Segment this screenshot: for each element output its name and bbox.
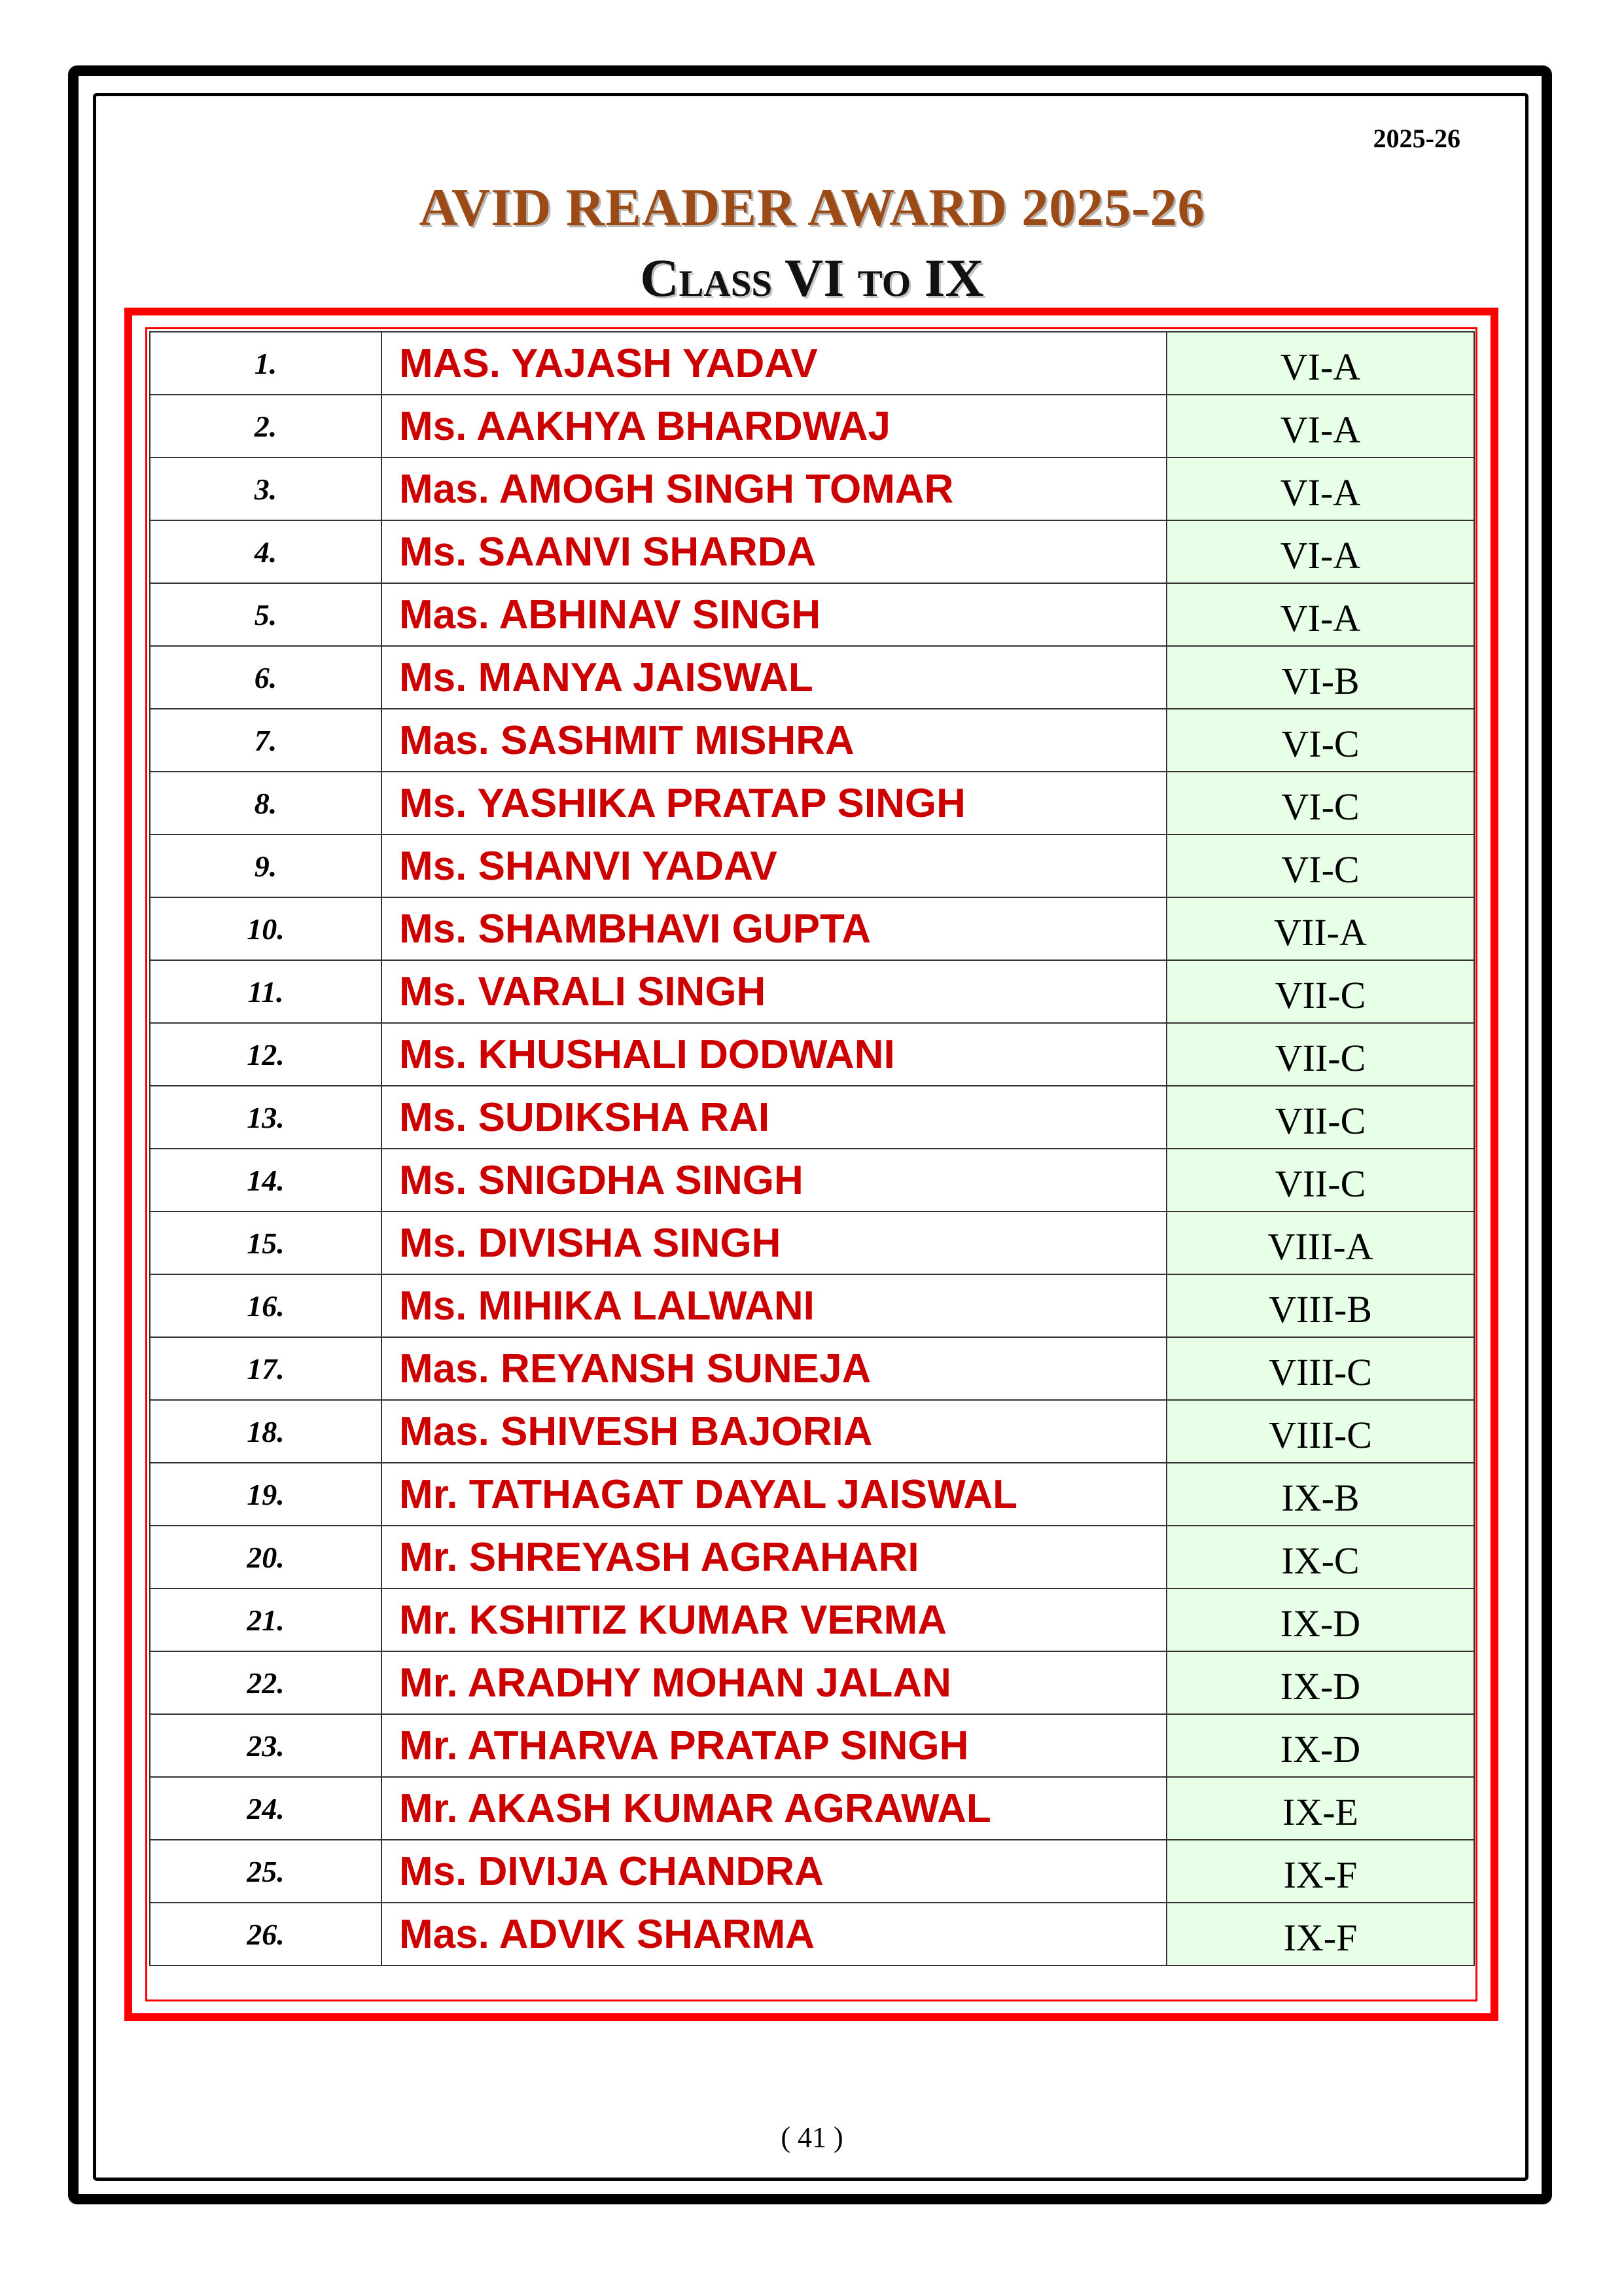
student-name-cell: Ms. KHUSHALI DODWANI xyxy=(381,1023,1167,1086)
table-row xyxy=(150,1903,1474,1965)
serial-number-cell: 25. xyxy=(150,1840,381,1903)
class-section-cell: VI-C xyxy=(1167,834,1474,897)
table-row xyxy=(150,1337,1474,1400)
award-table-frame xyxy=(124,308,1498,2021)
student-name-cell: Ms. SHAMBHAVI GUPTA xyxy=(381,897,1167,960)
serial-number-cell: 7. xyxy=(150,709,381,772)
class-section-cell: VIII-C xyxy=(1167,1400,1474,1463)
student-name-cell: Mr. ATHARVA PRATAP SINGH xyxy=(381,1714,1167,1777)
table-row xyxy=(150,1274,1474,1337)
class-section-cell: IX-C xyxy=(1167,1526,1474,1588)
serial-number-cell: 5. xyxy=(150,583,381,646)
table-row xyxy=(150,1463,1474,1526)
serial-number-cell: 22. xyxy=(150,1651,381,1714)
student-name-cell: Ms. AAKHYA BHARDWAJ xyxy=(381,395,1167,457)
student-name-cell: Mas. AMOGH SINGH TOMAR xyxy=(381,457,1167,520)
serial-number-cell: 3. xyxy=(150,457,381,520)
table-row xyxy=(150,1023,1474,1086)
student-name-cell: Mr. KSHITIZ KUMAR VERMA xyxy=(381,1588,1167,1651)
table-row xyxy=(150,960,1474,1023)
class-section-cell: IX-D xyxy=(1167,1651,1474,1714)
table-row xyxy=(150,1651,1474,1714)
serial-number-cell: 16. xyxy=(150,1274,381,1337)
table-row xyxy=(150,1400,1474,1463)
student-name-cell: Ms. MANYA JAISWAL xyxy=(381,646,1167,709)
award-table xyxy=(149,331,1475,1966)
serial-number-cell: 26. xyxy=(150,1903,381,1965)
table-row xyxy=(150,709,1474,772)
serial-number-cell: 14. xyxy=(150,1149,381,1211)
table-row xyxy=(150,1526,1474,1588)
student-name-cell: Mr. TATHAGAT DAYAL JAISWAL xyxy=(381,1463,1167,1526)
student-name-cell: Mas. REYANSH SUNEJA xyxy=(381,1337,1167,1400)
student-name-cell: Ms. SNIGDHA SINGH xyxy=(381,1149,1167,1211)
student-name-cell: Mas. SHIVESH BAJORIA xyxy=(381,1400,1167,1463)
serial-number-cell: 10. xyxy=(150,897,381,960)
student-name-cell: Ms. SUDIKSHA RAI xyxy=(381,1086,1167,1149)
student-name-cell: Ms. YASHIKA PRATAP SINGH xyxy=(381,772,1167,834)
serial-number-cell: 13. xyxy=(150,1086,381,1149)
serial-number-cell: 19. xyxy=(150,1463,381,1526)
serial-number-cell: 23. xyxy=(150,1714,381,1777)
page-title: AVID READER AWARD 2025-26 xyxy=(419,177,1205,237)
class-section-cell: VII-C xyxy=(1167,1149,1474,1211)
table-row xyxy=(150,1777,1474,1840)
serial-number-cell: 9. xyxy=(150,834,381,897)
serial-number-cell: 18. xyxy=(150,1400,381,1463)
student-name-cell: MAS. YAJASH YADAV xyxy=(381,332,1167,395)
table-row xyxy=(150,1149,1474,1211)
class-section-cell: VI-A xyxy=(1167,457,1474,520)
table-row xyxy=(150,1588,1474,1651)
serial-number-cell: 11. xyxy=(150,960,381,1023)
student-name-cell: Mas. ABHINAV SINGH xyxy=(381,583,1167,646)
serial-number-cell: 4. xyxy=(150,520,381,583)
serial-number-cell: 1. xyxy=(150,332,381,395)
class-section-cell: VII-C xyxy=(1167,960,1474,1023)
page-number: ( 41 ) xyxy=(781,2121,843,2153)
serial-number-cell: 6. xyxy=(150,646,381,709)
student-name-cell: Mr. ARADHY MOHAN JALAN xyxy=(381,1651,1167,1714)
page-subtitle: Class VI to IX xyxy=(640,248,984,308)
serial-number-cell: 21. xyxy=(150,1588,381,1651)
class-section-cell: IX-F xyxy=(1167,1840,1474,1903)
serial-number-cell: 17. xyxy=(150,1337,381,1400)
table-row xyxy=(150,646,1474,709)
table-row xyxy=(150,520,1474,583)
student-name-cell: Ms. MIHIKA LALWANI xyxy=(381,1274,1167,1337)
table-row xyxy=(150,1714,1474,1777)
class-section-cell: IX-D xyxy=(1167,1714,1474,1777)
class-section-cell: IX-F xyxy=(1167,1903,1474,1965)
session-label: 2025-26 xyxy=(1373,124,1460,153)
serial-number-cell: 15. xyxy=(150,1211,381,1274)
table-row xyxy=(150,897,1474,960)
table-row xyxy=(150,395,1474,457)
student-name-cell: Ms. DIVISHA SINGH xyxy=(381,1211,1167,1274)
class-section-cell: VI-C xyxy=(1167,709,1474,772)
table-row xyxy=(150,834,1474,897)
serial-number-cell: 2. xyxy=(150,395,381,457)
table-row xyxy=(150,1086,1474,1149)
student-name-cell: Mr. AKASH KUMAR AGRAWAL xyxy=(381,1777,1167,1840)
table-row xyxy=(150,457,1474,520)
class-section-cell: VI-A xyxy=(1167,332,1474,395)
student-name-cell: Ms. SAANVI SHARDA xyxy=(381,520,1167,583)
student-name-cell: Mas. ADVIK SHARMA xyxy=(381,1903,1167,1965)
class-section-cell: IX-D xyxy=(1167,1588,1474,1651)
award-table-body xyxy=(150,332,1474,1965)
table-row xyxy=(150,1211,1474,1274)
class-section-cell: VIII-B xyxy=(1167,1274,1474,1337)
table-row xyxy=(150,583,1474,646)
student-name-cell: Ms. VARALI SINGH xyxy=(381,960,1167,1023)
class-section-cell: VI-A xyxy=(1167,395,1474,457)
class-section-cell: VIII-A xyxy=(1167,1211,1474,1274)
serial-number-cell: 8. xyxy=(150,772,381,834)
class-section-cell: VII-A xyxy=(1167,897,1474,960)
student-name-cell: Ms. DIVIJA CHANDRA xyxy=(381,1840,1167,1903)
student-name-cell: Ms. SHANVI YADAV xyxy=(381,834,1167,897)
class-section-cell: VI-A xyxy=(1167,583,1474,646)
serial-number-cell: 20. xyxy=(150,1526,381,1588)
class-section-cell: VI-B xyxy=(1167,646,1474,709)
class-section-cell: VII-C xyxy=(1167,1086,1474,1149)
serial-number-cell: 12. xyxy=(150,1023,381,1086)
student-name-cell: Mr. SHREYASH AGRAHARI xyxy=(381,1526,1167,1588)
class-section-cell: VI-A xyxy=(1167,520,1474,583)
class-section-cell: IX-E xyxy=(1167,1777,1474,1840)
class-section-cell: VII-C xyxy=(1167,1023,1474,1086)
table-row xyxy=(150,332,1474,395)
class-section-cell: IX-B xyxy=(1167,1463,1474,1526)
table-row xyxy=(150,1840,1474,1903)
student-name-cell: Mas. SASHMIT MISHRA xyxy=(381,709,1167,772)
serial-number-cell: 24. xyxy=(150,1777,381,1840)
class-section-cell: VI-C xyxy=(1167,772,1474,834)
table-row xyxy=(150,772,1474,834)
class-section-cell: VIII-C xyxy=(1167,1337,1474,1400)
